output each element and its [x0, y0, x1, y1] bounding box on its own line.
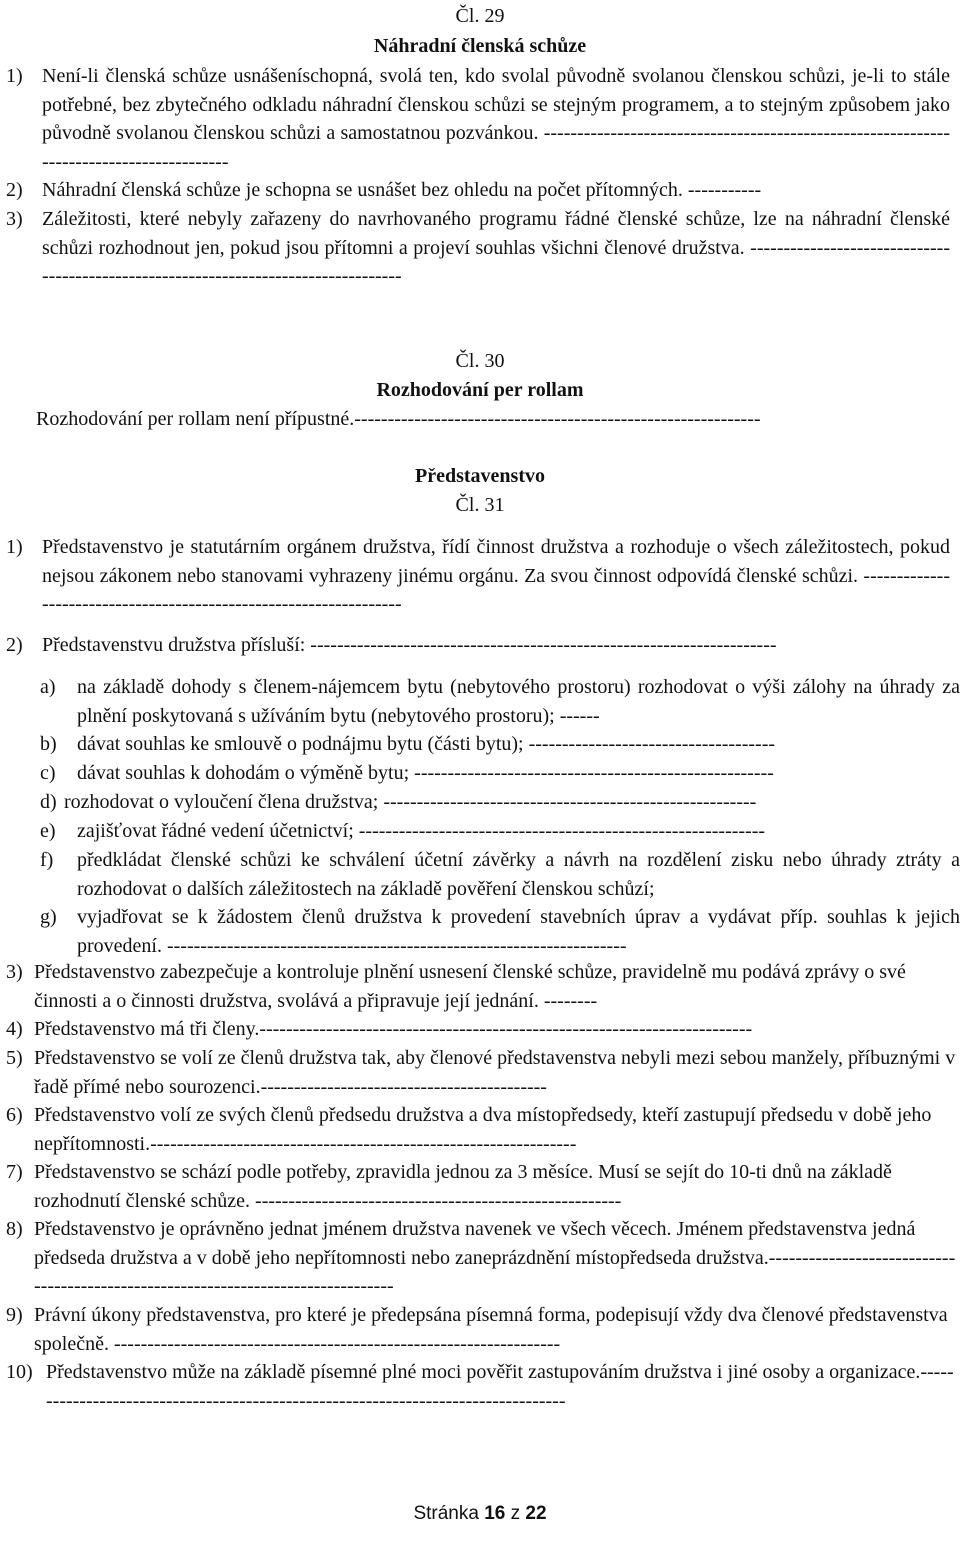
paragraph-number: 8) [6, 1218, 23, 1240]
article-29-paragraph-3 [6, 205, 950, 291]
page-footer [0, 1500, 960, 1529]
list-item [40, 903, 960, 960]
list-letter: f) [40, 849, 54, 871]
paragraph-text: Představenstvo je oprávněno jednat jménem družstva navenek ve všech věcech. Jménem představenstva jedná předseda družstva a v době jeho nepřítomnosti nebo zaneprázdnění místopředseda družstva.---------------------------------------------------------------------------------- [34, 1218, 956, 1297]
paragraph-3 [6, 958, 956, 1015]
paragraph-text: Náhradní členská schůze je schopna se usnášet bez ohledu na počet přítomných. ----------- [42, 179, 762, 201]
page-label: Stránka [413, 1503, 479, 1524]
list-letter: g) [40, 906, 57, 928]
paragraph-5 [6, 1044, 956, 1101]
list-letter: b) [40, 733, 57, 755]
paragraph-text: Není-li členská schůze usnášeníschopná, svolá ten, kdo svolal původně svolanou členskou schůzi, je-li to stále potřebné, bez zbytečného odkladu náhradní členskou schůzi se stejným programem, a to stejným způsobem jako původně svolanou členskou schůzi a samostatnou pozvánkou. ----------------------------------------------------------------------------------------- [42, 65, 950, 173]
paragraph-text: Představenstvo zabezpečuje a kontroluje plnění usnesení členské schůze, pravidelně mu podává zprávy o své činnosti a o činnosti družstva, svolává a připravuje její jednání. -------- [34, 961, 906, 1012]
list-item [40, 673, 960, 730]
paragraph-number: 6) [6, 1104, 23, 1126]
article-31-paragraph-1 [6, 533, 950, 619]
list-item-text: dávat souhlas ke smlouvě o podnájmu bytu (části bytu); ------------------------------------- [77, 733, 776, 755]
article-30-text: Rozhodování per rollam není přípustné.------------------------------------------------------------- [36, 408, 761, 430]
article-29-paragraph-2 [6, 176, 950, 205]
list-item-text: rozhodovat o vyloučení člena družstva; -------------------------------------------------------- [64, 791, 757, 813]
paragraph-text: Právní úkony představenstva, pro které je předepsána písemná forma, podepisují vždy dva členové představenstva společně. ------------------------------------------------------------------- [34, 1304, 948, 1355]
paragraph-text: Představenstvo je statutárním orgánem družstva, řídí činnost družstva a rozhoduje o všech záležitostech, pokud nejsou zákonem nebo stanovami vyhrazeny jinému orgánu. Za svou činnost odpovídá členské schůzi. ------------------------------------------------------------------- [42, 536, 950, 615]
article-30-title: Rozhodování per rollam [376, 379, 584, 401]
paragraph-number: 4) [6, 1018, 23, 1040]
paragraph-number: 1) [6, 536, 23, 558]
paragraph-number: 3) [6, 961, 23, 983]
article-29-title: Náhradní členská schůze [373, 35, 587, 57]
paragraph-text: Představenstvo se volí ze členů družstva tak, aby členové představenstva nebyli mezi sebou manžely, příbuznými v řadě přímé nebo sourozenci.------------------------------------------- [34, 1047, 956, 1098]
paragraph-7 [6, 1158, 956, 1215]
article-29-heading: Čl. 29 [455, 5, 505, 27]
paragraph-number: 9) [6, 1304, 23, 1326]
paragraph-number: 3) [6, 208, 23, 230]
paragraph-text: Představenstvo má tři členy.-------------------------------------------------------------------------- [34, 1018, 753, 1040]
list-item [40, 759, 960, 788]
list-item-text: předkládat členské schůzi ke schválení účetní závěrky a návrh na rozdělení zisku nebo úhrady ztráty a rozhodovat o dalších záležitostech na základě pověření členskou schůzí; [77, 849, 960, 900]
page-separator: z [510, 1503, 521, 1524]
page-number: 16 [484, 1503, 506, 1524]
list-item [40, 846, 960, 903]
section-title: Představenstvo [415, 465, 545, 487]
paragraph-8 [6, 1215, 956, 1301]
paragraph-6 [6, 1101, 956, 1158]
list-item-text: vyjadřovat se k žádostem členů družstva k provedení stavebních úprav a vydávat příp. souhlas k jejich provedení. --------------------------------------------------------------------- [77, 906, 960, 957]
paragraph-number: 2) [6, 634, 23, 656]
list-item-text: na základě dohody s členem-nájemcem bytu (nebytového prostoru) rozhodovat o výši zálohy na úhrady za plnění poskytovaná s užíváním bytu (nebytového prostoru); ------ [77, 676, 960, 727]
article-30-heading: Čl. 30 [455, 350, 505, 372]
paragraph-number: 1) [6, 65, 23, 87]
article-31-paragraphs-3-10 [6, 958, 956, 1415]
list-item [40, 788, 960, 817]
paragraph-number: 10) [6, 1361, 33, 1383]
list-letter: e) [40, 820, 56, 842]
paragraph-text: Představenstvo se schází podle potřeby, zpravidla jednou za 3 měsíce. Musí se sejít do 10-ti dnů na základě rozhodnutí členské schůze. ------------------------------------------------------- [34, 1161, 892, 1212]
list-item [40, 817, 960, 846]
paragraph-4 [6, 1015, 956, 1044]
list-letter: a) [40, 676, 56, 698]
paragraph-text: Záležitosti, které nebyly zařazeny do navrhovaného programu řádné členské schůze, lze na náhradní členské schůzi rozhodnout jen, pokud jsou přítomni a projeví souhlas všichni členové družstva. ------------------------------------------------------------------------------------ [42, 208, 950, 287]
article-31-heading: Čl. 31 [455, 494, 505, 516]
page-total: 22 [525, 1503, 547, 1524]
list-letter: c) [40, 762, 56, 784]
list-item [40, 730, 960, 759]
list-item-text: dávat souhlas k dohodám o výměně bytu; ------------------------------------------------------ [77, 762, 774, 784]
list-item-text: zajišťovat řádné vedení účetnictví; ------------------------------------------------------------- [77, 820, 766, 842]
board-duties-list [40, 673, 960, 960]
paragraph-text: Představenstvu družstva přísluší: ---------------------------------------------------------------------- [42, 634, 777, 656]
paragraph-10 [6, 1358, 956, 1415]
article-29-paragraph-1 [6, 62, 950, 176]
article-31-paragraph-2 [6, 631, 950, 660]
paragraph-text: Představenstvo volí ze svých členů předsedu družstva a dva místopředsedy, kteří zastupují předsedu v době jeho nepřítomnosti.---------------------------------------------------------------- [34, 1104, 932, 1155]
paragraph-text: Představenstvo může na základě písemné plné moci pověřit zastupováním družstva i jiné osoby a organizace.----------------------------------------------------------------------------------- [46, 1361, 954, 1412]
paragraph-9 [6, 1301, 956, 1358]
paragraph-number: 5) [6, 1047, 23, 1069]
paragraph-number: 2) [6, 179, 23, 201]
list-letter: d) [40, 791, 57, 813]
paragraph-number: 7) [6, 1161, 23, 1183]
